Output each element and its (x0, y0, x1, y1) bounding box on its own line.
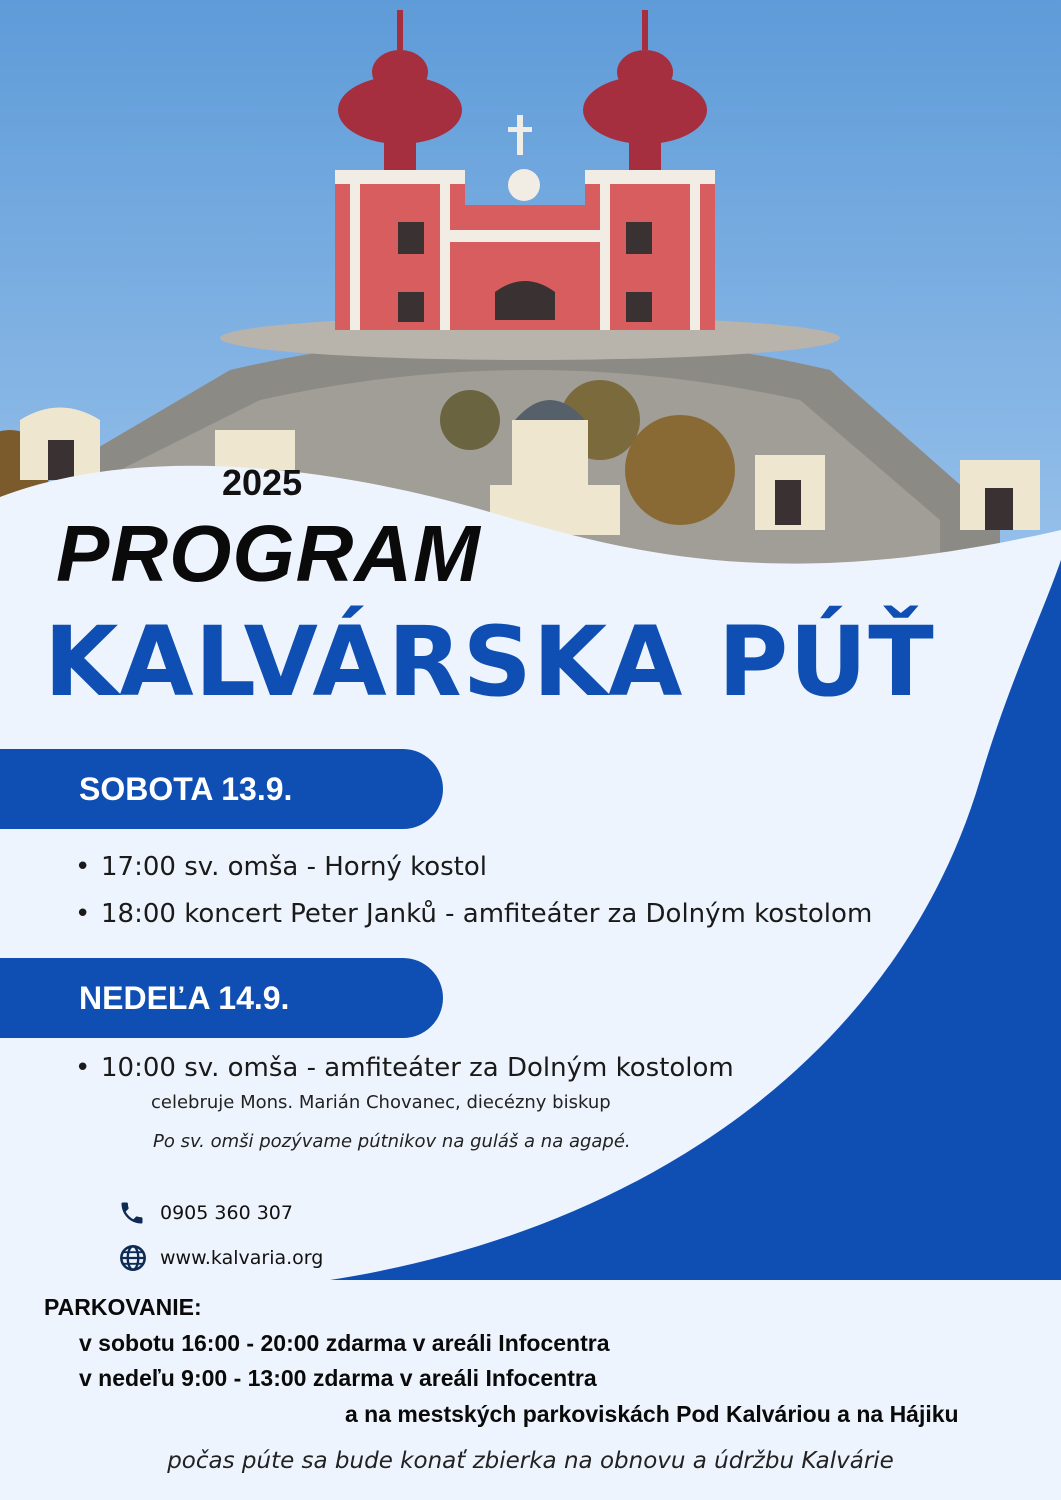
globe-icon (119, 1244, 147, 1272)
parking-line: v nedeľu 9:00 - 13:00 zdarma v areáli Infocentra (79, 1365, 597, 1391)
program-label: PROGRAM (56, 509, 481, 598)
parking-line: v sobotu 16:00 - 20:00 zdarma v areáli Infocentra (79, 1330, 610, 1356)
parking-line: a na mestských parkoviskách Pod Kalváriou a na Hájiku (345, 1401, 959, 1427)
website-link[interactable]: www.kalvaria.org (160, 1247, 324, 1269)
page-title: KALVÁRSKA PÚŤ (44, 606, 935, 718)
phone-number: 0905 360 307 (160, 1202, 293, 1224)
program-item: • 10:00 sv. omša - amfiteáter za Dolným kostolom (101, 1053, 734, 1083)
program-item: • 17:00 sv. omša - Horný kostol (101, 852, 487, 882)
program-item: • 18:00 koncert Peter Janků - amfiteáter za Dolným kostolom (101, 899, 872, 929)
parking-heading: PARKOVANIE: (44, 1294, 202, 1320)
invite-note: Po sv. omši pozývame pútnikov na guláš a na agapé. (153, 1131, 631, 1152)
phone-icon (118, 1199, 146, 1227)
day-band-saturday: SOBOTA 13.9. (0, 749, 443, 829)
day-band-sunday: NEDEĽA 14.9. (0, 958, 443, 1038)
celebrant-note: celebruje Mons. Marián Chovanec, diecézny biskup (151, 1092, 611, 1113)
year-label: 2025 (222, 462, 303, 503)
footer-note: počas púte sa bude konať zbierka na obnovu a údržbu Kalvárie (167, 1448, 894, 1474)
